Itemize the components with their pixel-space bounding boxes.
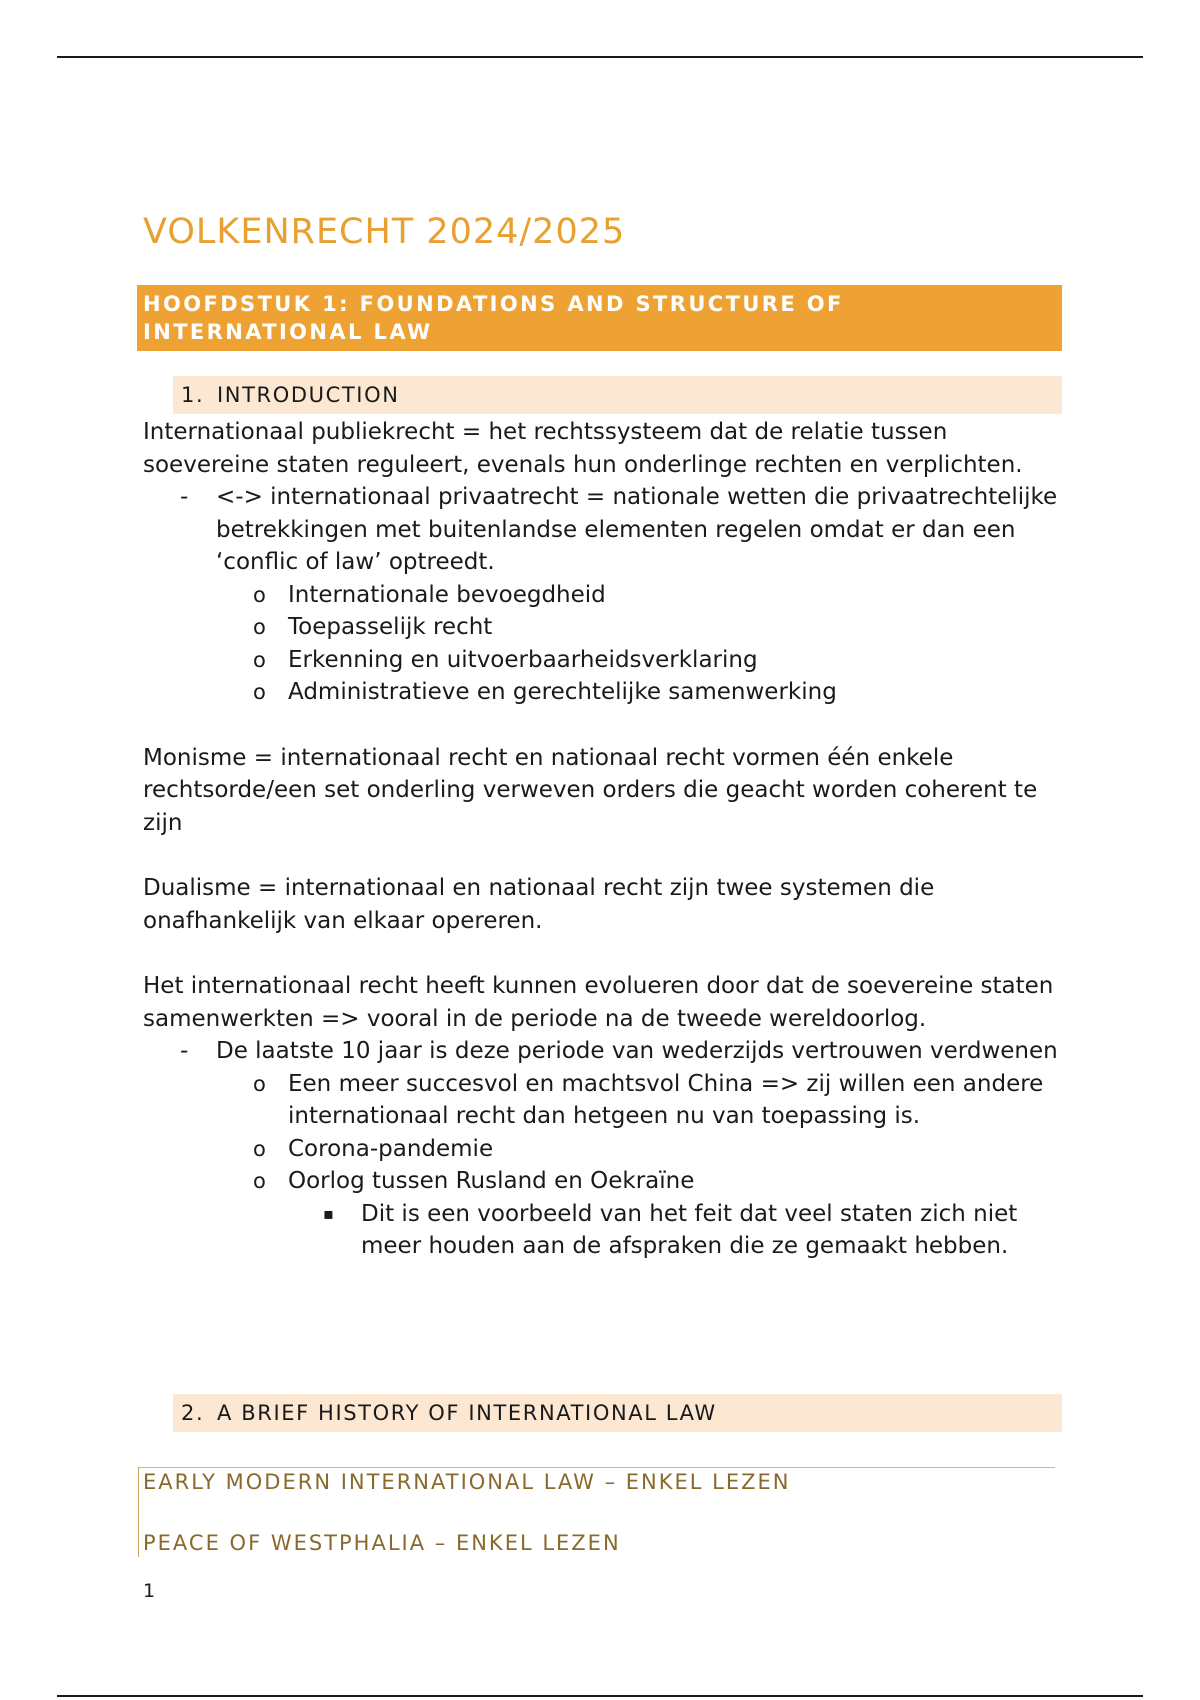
- section-heading-introduction: [173, 376, 1062, 414]
- list-item-text: Internationale bevoegdheid: [288, 581, 606, 608]
- section-number: 2.: [181, 1401, 205, 1425]
- subheading-westphalia: PEACE OF WESTPHALIA – ENKEL LEZEN: [143, 1531, 621, 1555]
- list-item: [143, 611, 1063, 644]
- list-item: [143, 481, 1063, 579]
- section-heading-history: [173, 1394, 1062, 1432]
- private-law-text: <-> internationaal privaatrecht = nationale wetten die privaatrechtelijke betrekkingen met buitenlandse elementen regelen omdat er dan een ‘conflic of law’ optreedt.: [216, 484, 1058, 575]
- chapter-heading-line1: HOOFDSTUK 1: FOUNDATIONS AND STRUCTURE OF: [143, 292, 844, 316]
- list-item: [143, 676, 1063, 709]
- circle-bullet-icon: o: [253, 1169, 266, 1193]
- list-item-text: Administratieve en gerechtelijke samenwerking: [288, 679, 837, 705]
- list-item: [143, 579, 1063, 612]
- subheading-early-modern: EARLY MODERN INTERNATIONAL LAW – ENKEL LEZEN: [143, 1470, 791, 1494]
- circle-bullet-icon: o: [253, 1071, 266, 1096]
- square-bullet-icon: ▪: [323, 1203, 334, 1223]
- section-number: 1.: [181, 383, 205, 407]
- circle-bullet-icon: o: [253, 1136, 266, 1161]
- footer-rule: [57, 1695, 1143, 1697]
- list-item-text: Een meer succesvol en machtsvol China => zij willen een andere internationaal recht dan hetgeen nu van toepassing is.: [288, 1070, 1044, 1129]
- section-label: A BRIEF HISTORY OF INTERNATIONAL LAW: [217, 1401, 717, 1425]
- evolution-paragraph: Het internationaal recht heeft kunnen evolueren door dat de soevereine staten samenwerkten => vooral in de periode na de tweede wereldoorlog.: [143, 973, 1054, 1032]
- chapter-heading: [137, 285, 1062, 351]
- circle-bullet-icon: o: [253, 582, 266, 607]
- list-item: [143, 1165, 1063, 1198]
- dualism-paragraph: Dualisme = internationaal en nationaal recht zijn twee systemen die onafhankelijk van elkaar opereren.: [143, 875, 935, 934]
- monism-paragraph: Monisme = internationaal recht en nationaal recht vormen één enkele rechtsorde/een set onderling verweven orders die geacht worden coherent te zijn: [143, 744, 1038, 836]
- header-rule: [57, 56, 1143, 58]
- list-item: [143, 1198, 1063, 1263]
- list-item-text: Erkenning en uitvoerbaarheidsverklaring: [288, 646, 758, 673]
- list-item-text: Oorlog tussen Rusland en Oekraïne: [288, 1168, 695, 1194]
- chapter-heading-line2: INTERNATIONAL LAW: [143, 320, 433, 344]
- definition-paragraph: Internationaal publiekrecht = het rechtssysteem dat de relatie tussen soevereine staten reguleert, evenals hun onderlinge rechten en verplichten.: [143, 419, 1023, 478]
- list-item: [143, 1035, 1063, 1068]
- introduction-body: [143, 416, 1063, 1263]
- circle-bullet-icon: o: [253, 680, 266, 704]
- document-title: VOLKENRECHT 2024/2025: [143, 212, 626, 252]
- war-note-text: Dit is een voorbeeld van het feit dat veel staten zich niet meer houden aan de afspraken die ze gemaakt hebben.: [361, 1200, 1018, 1259]
- circle-bullet-icon: o: [253, 647, 266, 672]
- section-label: INTRODUCTION: [217, 383, 400, 407]
- circle-bullet-icon: o: [253, 615, 266, 639]
- list-item: [143, 644, 1063, 677]
- dash-bullet-icon: -: [180, 1038, 189, 1064]
- list-item: [143, 1068, 1063, 1133]
- list-item-text: Corona-pandemie: [288, 1135, 494, 1162]
- trust-text: De laatste 10 jaar is deze periode van wederzijds vertrouwen verdwenen: [216, 1038, 1058, 1064]
- list-item-text: Toepasselijk recht: [288, 614, 493, 640]
- dash-bullet-icon: -: [180, 484, 189, 510]
- page-number: 1: [143, 1580, 156, 1602]
- list-item: [143, 1133, 1063, 1166]
